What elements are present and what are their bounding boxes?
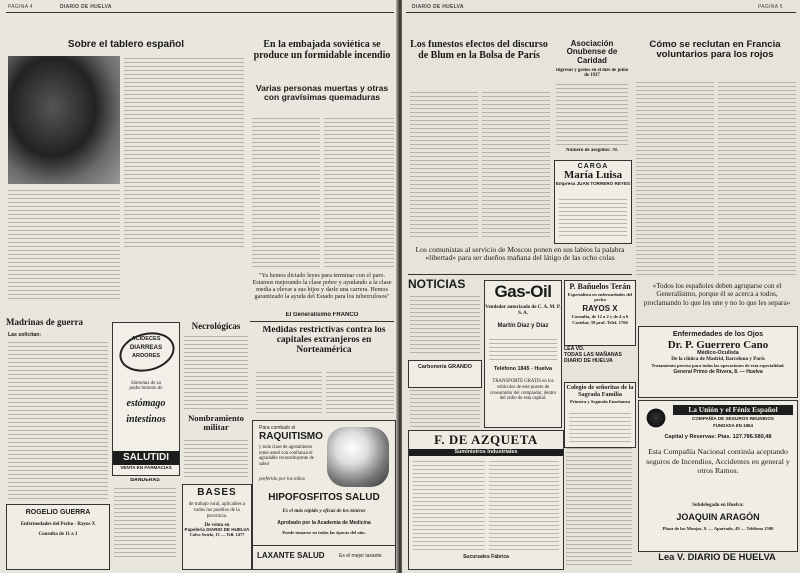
funestos-column-a — [410, 92, 478, 240]
union-title: La Unión y el Fénix Español — [673, 405, 793, 415]
funestos-column-b — [482, 92, 550, 240]
acidez-venta: VENTA EN FARMACIAS — [120, 465, 172, 470]
asociacion-title: Asociación Onubense de Caridad — [566, 40, 618, 65]
acidez-big-2: intestinos — [126, 414, 166, 425]
tablero-title-box — [6, 40, 246, 54]
tablero-column-a — [124, 58, 244, 248]
acidez-footer: SALUTIDI — [113, 451, 179, 465]
noticias-text-2 — [410, 390, 480, 428]
laxante-title: LAXANTE SALUD — [257, 551, 325, 560]
acidez-word-1: ACIDECES — [131, 336, 161, 342]
medidas-headline: Medidas restrictivas contra los capitales extranjeros en Norteamérica — [262, 326, 386, 355]
banuelos-sub: Especialista en enfermedades del pecho — [567, 292, 633, 303]
azqueta-sub: Suministros Industriales — [409, 449, 563, 456]
laxante-sub: Es el mejor laxante. — [339, 553, 383, 559]
hipofosfitos-sub: Es el más rápido y eficaz de los tónicos — [282, 508, 366, 514]
noticias-title-box — [408, 278, 480, 294]
union-fund: FUNDADA EN 1864 — [713, 423, 753, 428]
right-page — [402, 0, 800, 573]
union-dir: Plaza de las Monjas, 9. — Apartado, 49 — Teléfono 1500 — [662, 526, 774, 531]
funestos-box — [408, 40, 550, 88]
medidas-box — [254, 326, 394, 370]
asociacion-foot-box — [554, 148, 630, 156]
left-page — [0, 0, 398, 573]
necrologicas-title-box — [182, 322, 250, 334]
left-page-number: PAGINA 4 — [8, 4, 33, 10]
madrinas-sub-box — [8, 332, 108, 340]
acidez-word-2: DIARREAS — [129, 344, 163, 351]
comunistas-box — [408, 246, 632, 272]
gasoil-name: Martín Díaz y Díaz — [497, 322, 549, 329]
acidez-text: Sintomas de su padecimiento de — [129, 381, 163, 391]
colegio-sub: Primera y Segunda Enseñanza — [569, 399, 631, 404]
noticias-text — [410, 296, 480, 356]
rogelio-sub: Enfermedades del Pecho - Rayos X — [20, 522, 96, 528]
funestos-headline: Los funestos efectos del discurso de Blum en la Bolsa de París — [410, 40, 548, 61]
gasoil-tel: Teléfono 1845 - Huelva — [493, 366, 553, 372]
azqueta-dir: Sucursales Fábrica — [463, 554, 509, 560]
carbonero-name: Carbonería GRANDO — [418, 364, 472, 370]
gasoil-title: Gas-Oil — [494, 282, 552, 301]
rosario-item-1: LEA VD. — [564, 346, 585, 352]
children-illustration — [327, 427, 389, 487]
embajada-column-a — [252, 118, 320, 268]
banderas-title: BANDERAS — [130, 478, 160, 483]
necrologicas-text — [184, 336, 248, 410]
colegio-ad — [564, 382, 636, 448]
rosario-item-3: DIARIO DE HUELVA — [564, 358, 613, 364]
front-map-photo — [8, 56, 120, 184]
franco-sign: El Generalísimo FRANCO — [285, 312, 359, 318]
hipofosfitos-ad — [252, 420, 396, 570]
reclutan-box — [634, 40, 796, 80]
bases-venta: De venta en — [204, 522, 230, 528]
raquitismo-text: y toda clase de agotamiento tome usted con confianza el agradable reconstituyente de sabor — [259, 445, 314, 467]
banuelos-rayos: RAYOS X — [582, 304, 618, 314]
ojos-ad — [638, 326, 798, 398]
azqueta-ad — [408, 430, 564, 570]
embajada-headline: En la embajada soviética se produce un formidable incendio — [253, 40, 391, 61]
banuelos-name: P. Bañuelos Terán — [569, 282, 631, 291]
banuelos-consulta: Consulta, de 12 a 2 y de 4 a 6 — [571, 314, 629, 320]
franco-quote: "Ya hemos dictado leyes para terminar con el paro. Estamos mejorando la clase pobre y ayudando a la clase media a elevar a sus hijos y darle una carrera. Hemos garantizado la ayuda del Estado para los tuberculosos" — [252, 272, 392, 300]
azqueta-name: F. DE AZQUETA — [434, 432, 538, 447]
todos-box — [638, 282, 796, 322]
union-sub2: Subdelegado en Huelva: — [692, 503, 744, 508]
franco-quote-box — [250, 272, 394, 314]
tablero-title: Sobre el tablero español — [67, 40, 185, 50]
franco-sign-box — [250, 312, 394, 320]
maria-luisa-ad — [554, 160, 632, 244]
embajada-box — [250, 40, 394, 82]
cargo-title: CARGA — [577, 163, 609, 170]
colegio-name: Colegio de señoritas de la Sagrada Familia — [566, 384, 634, 398]
raquitismo-title: RAQUITISMO — [259, 431, 323, 442]
carbonero-ad — [408, 360, 482, 388]
varias-box — [250, 84, 394, 114]
acidez-ad — [112, 322, 180, 476]
raquitismo-pre: Para combatir el — [259, 425, 296, 431]
ojos-title: Enfermedades de los Ojos — [672, 329, 764, 338]
lea-footer: Lea V. DIARIO DE HUELVA — [658, 552, 776, 562]
rosario-box — [564, 346, 634, 380]
right-page-number: PAGINA 5 — [758, 4, 783, 10]
acidez-big-1: estómago — [126, 398, 166, 409]
ojos-text2: Tratamiento preciso para todas las operaciones de esta especialidad. — [651, 363, 785, 369]
medidas-column-b — [326, 372, 394, 416]
embajada-column-b — [324, 118, 394, 268]
necrologicas-title: Necrológicas — [191, 322, 241, 331]
phoenix-emblem — [643, 405, 669, 431]
hipofosfitos-title: HIPOFOSFITOS SALUD — [268, 492, 380, 503]
lea-footer-box — [638, 552, 796, 568]
varias-headline: Varias personas muertas y otras con gravísimas quemaduras — [255, 84, 389, 103]
madrinas-title-box — [6, 318, 110, 330]
right-masthead: DIARIO DE HUELVA — [412, 4, 464, 10]
madrinas-sub: Las solicitan: — [8, 332, 42, 338]
medidas-column-a — [256, 372, 322, 416]
reclutan-headline: Cómo se reclutan en Francia voluntarios para los rojos — [649, 40, 781, 61]
gasoil-text: TRANSPORTE GRATIS en los vehículos de este puesto de consumidor del comprador, dentro del radio de esta capital. — [489, 379, 557, 402]
bases-title: BASES — [197, 487, 237, 498]
left-masthead: DIARIO DE HUELVA — [60, 4, 112, 10]
maria-luisa-name: María Luisa — [563, 169, 623, 182]
bases-text: de trabajo rural, aplicables a todos los pueblos de la provincia. — [188, 501, 246, 519]
rogelio-name: ROGELIO GUERRA — [25, 509, 91, 516]
raquitismo-text2: preferido por los niños — [259, 477, 305, 482]
colegio-text — [566, 448, 632, 568]
ojos-name: Dr. P. Guerrero Cano — [667, 338, 769, 351]
bases-ad — [182, 484, 252, 570]
asociacion-foot: Número de asogidos: 70. — [565, 148, 619, 153]
ojos-dir: General Primo de Rivera, 8. — Huelva — [673, 368, 763, 375]
ojos-text: De la clínica de Madrid, Barcelona y París — [671, 355, 765, 362]
union-agent: JOAQUIN ARAGÓN — [676, 512, 760, 522]
bases-dir2: Calvo Sotelo, 15 — Telf. 1477 — [189, 531, 245, 537]
rogelio-sub2: Consulta de 11 a 1 — [38, 531, 78, 537]
gasoil-sub: Vendedor autorizado de C. A. M. P. S. A. — [485, 304, 561, 316]
maria-luisa-sub: Empresa JUAN TORRERO REYES — [555, 180, 631, 186]
todos-quote: «Todos los españoles deben agruparse con el Generalísimo, porque él se acerca a todos, proclamando lo que les une y no lo que les separa» — [643, 282, 791, 307]
banuelos-dir: Castelar, 39 pral. Telef. 1766 — [572, 320, 628, 326]
banuelos-ad — [564, 280, 636, 346]
union-sub: COMPAÑÍA DE SEGUROS REUNIDOS — [692, 416, 774, 421]
acidez-word-3: ARDORES — [132, 353, 160, 359]
tablero-column-b — [8, 190, 120, 300]
asociacion-sub-box — [554, 68, 630, 82]
union-fenix-ad — [638, 400, 798, 552]
hipofosfitos-apr: Aprobado por la Academia de Medicina — [277, 520, 371, 526]
nombramiento-title-box — [182, 414, 250, 438]
rosario-item-2: TODAS LAS MAÑANAS — [564, 352, 622, 358]
union-text: Esta Compañía Nacional continúa aceptando seguros de Incendios, Accidentes en general y otros Ramos. — [646, 447, 790, 476]
ojos-sub: Médico-Oculista — [697, 350, 739, 357]
rogelio-ad — [6, 504, 110, 570]
hipofosfitos-fine: Puede tomarse en todas las épocas del año. — [282, 530, 366, 535]
madrinas-title: Madrinas de guerra — [6, 318, 83, 327]
gasoil-ad — [484, 280, 562, 428]
banderas-box — [112, 478, 178, 568]
madrinas-list — [8, 342, 108, 502]
reclutan-column-a — [636, 82, 714, 278]
nombramiento-text — [184, 440, 248, 480]
asociacion-box — [554, 40, 630, 68]
nombramiento-title: Nombramiento militar — [188, 414, 244, 433]
asociacion-sub: Ingresos y gastos en el mes de junio de 1937 — [555, 68, 629, 79]
asociacion-list — [556, 84, 628, 146]
comunistas-quote: Los comunistas al servicio de Moscou ponen en sus labios la palabra «libertad» para ser dueños mañana del látigo de las ocho colas — [415, 246, 625, 263]
union-capital: Capital y Reservas: Ptas. 127.786.580,48 — [664, 434, 772, 440]
reclutan-column-b — [718, 82, 796, 278]
bases-dir: Papelería DIARIO DE HUELVA — [184, 526, 250, 532]
noticias-title: NOTICIAS — [408, 278, 466, 291]
